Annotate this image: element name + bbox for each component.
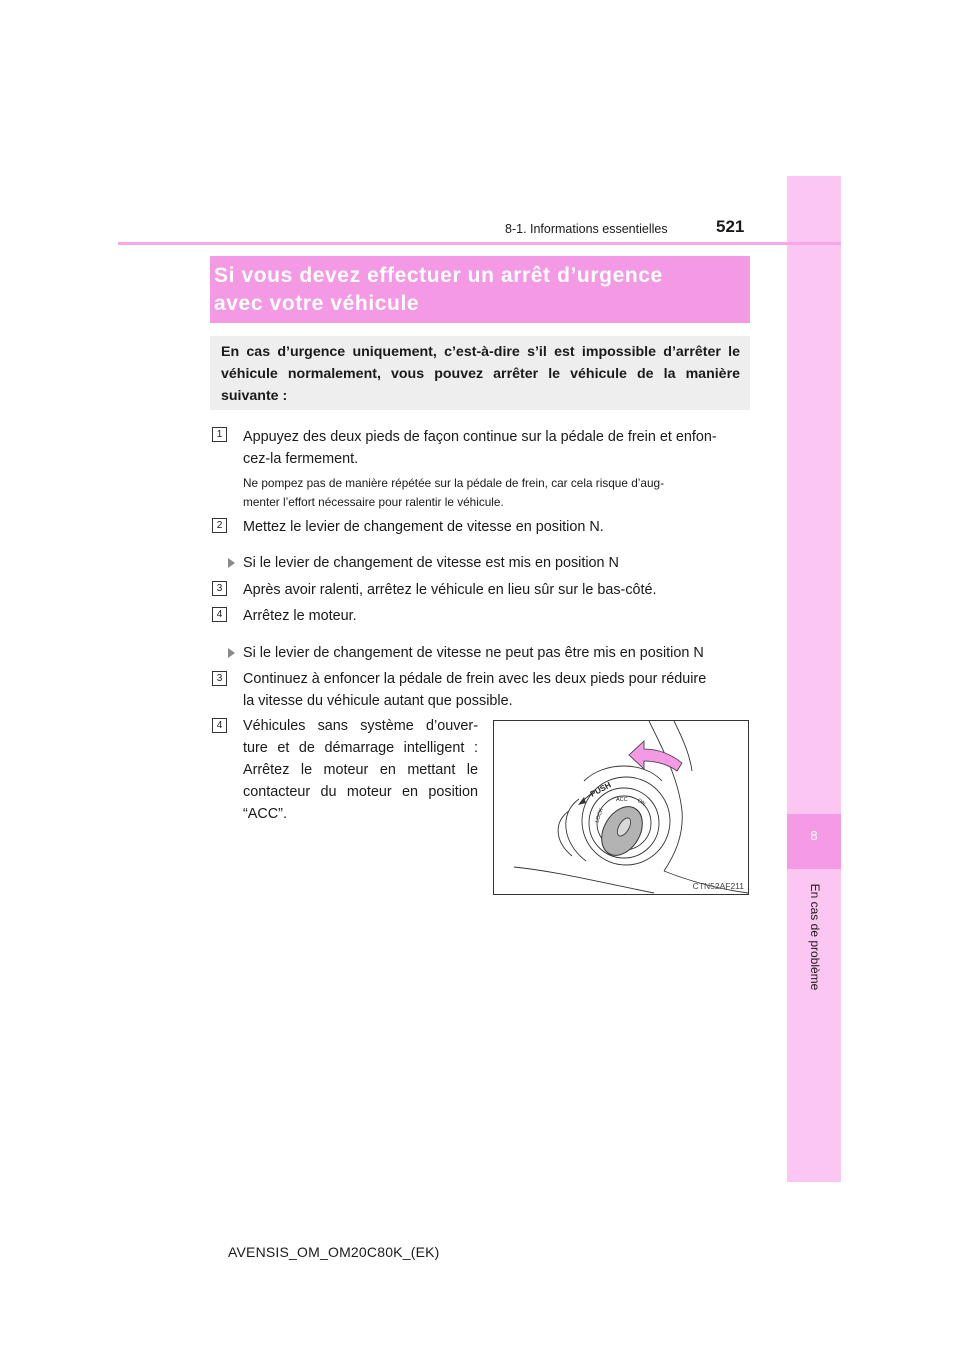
step-number-1: 1 [212,427,227,442]
step-number-4b: 4 [212,718,227,733]
case-b-heading: Si le levier de changement de vitesse ne peut pas être mis en position N [243,645,704,661]
section-label: 8-1. Informations essentielles [505,222,668,236]
chapter-number: 8 [810,828,818,843]
step-number-3: 3 [212,581,227,596]
case-b-step-4-line-2: ture et de démarrage intelligent : [243,740,478,756]
case-b-step-4-line-4: contacteur du moteur en position [243,784,478,800]
step-1-line-2: cez-la fermement. [243,451,359,467]
step-1-note [243,474,750,512]
case-a-step-3-text: Après avoir ralenti, arrêtez le véhicule en lieu sûr sur le bas-côté. [243,582,657,598]
chapter-tab [787,176,841,1182]
document-footer: AVENSIS_OM_OM20C80K_(EK) [228,1244,440,1260]
step-1-text [243,426,750,470]
step-1-line-1: Appuyez des deux pieds de façon continue sur la pédale de frein et enfon- [243,429,717,445]
step-number-3b: 3 [212,671,227,686]
label-on: ON [635,797,647,808]
bullet-triangle-icon [228,558,235,568]
chapter-label: En cas de problème [808,883,822,991]
step-number-4: 4 [212,607,227,622]
case-b-step-4-line-3: Arrêtez le moteur en mettant le [243,762,478,778]
title-line-1: Si vous devez effectuer un arrêt d’urgence [214,264,663,287]
case-a-heading: Si le levier de changement de vitesse est mis en position N [243,555,619,571]
label-acc: ACC [616,797,628,803]
step-2-text: Mettez le levier de changement de vitesse en position N. [243,519,604,535]
figure-code: CTN52AF211 [692,881,744,891]
page-number: 521 [716,217,745,236]
ignition-switch-drawing [494,721,748,894]
case-b-step-4-text [243,715,478,825]
case-b-step-3-text [243,668,750,712]
header-rule [118,242,841,245]
page-title [214,262,744,318]
bullet-triangle-icon [228,648,235,658]
intro-text: En cas d’urgence uniquement, c’est-à-dire s’il est impossible d’arrêter le véhicule normalement, vous pouvez arrêter le véhicule de la manière suivante : [221,344,740,404]
ignition-illustration [493,720,749,895]
step-number-2: 2 [212,518,227,533]
title-line-2: avec votre véhicule [214,292,420,315]
case-b-step-4-line-1: Véhicules sans système d’ouver- [243,718,478,734]
case-b-step-3-line-1: Continuez à enfoncer la pédale de frein avec les deux pieds pour réduire [243,671,707,687]
case-b-step-4-line-5: “ACC”. [243,806,287,822]
step-1-note-line-2: menter l’effort nécessaire pour ralentir le véhicule. [243,495,504,509]
turn-arrow-icon [629,741,682,771]
label-lock: LOCK [594,807,606,824]
label-push: PUSH [588,780,613,799]
case-a-step-4-text: Arrêtez le moteur. [243,608,357,624]
case-b-step-3-line-2: la vitesse du véhicule autant que possible. [243,693,513,709]
step-1-note-line-1: Ne pompez pas de manière répétée sur la pédale de frein, car cela risque d’aug- [243,476,665,490]
